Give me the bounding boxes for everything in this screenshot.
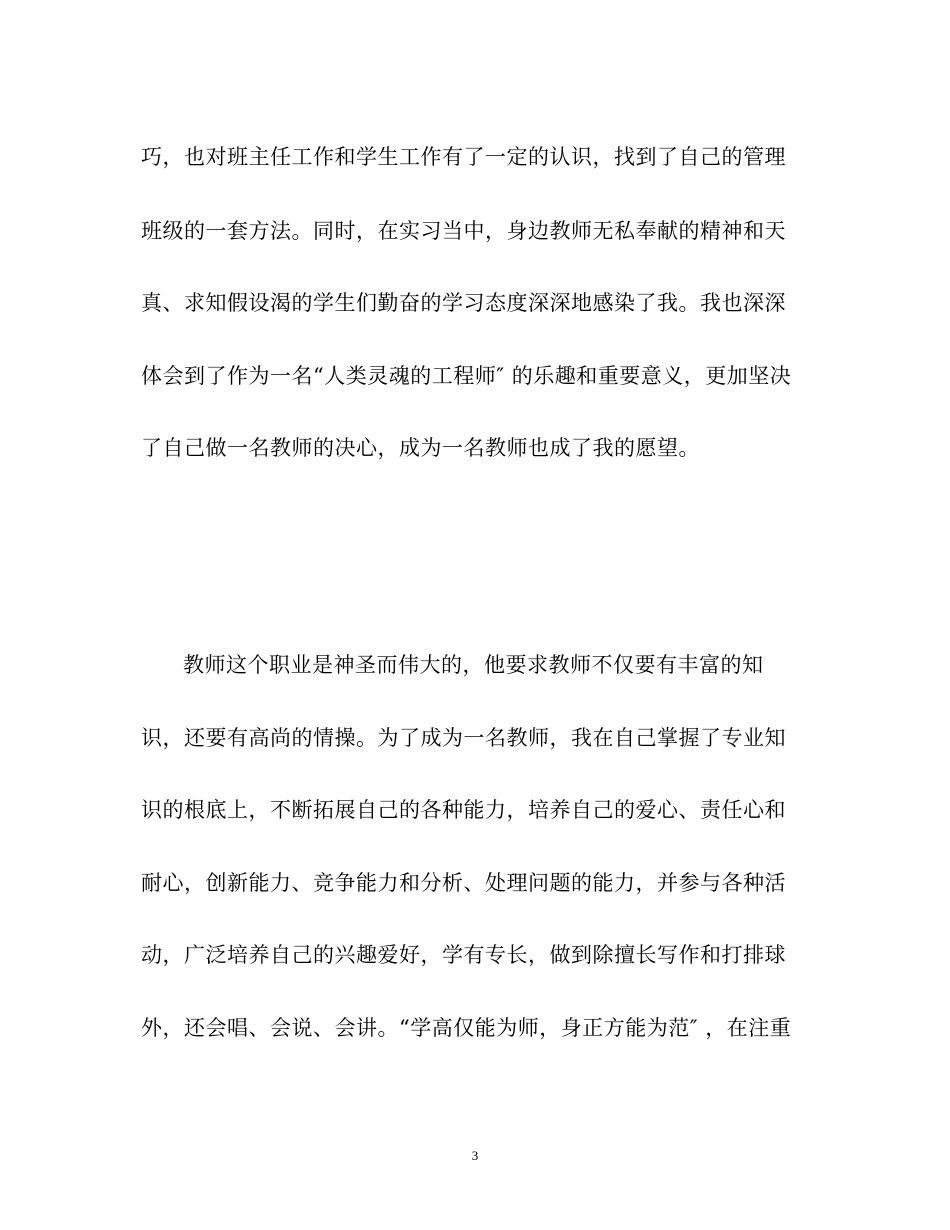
text-line: 体会到了作为一名“人类灵魂的工程师″ 的乐趣和重要意义，更加坚决 <box>141 364 792 388</box>
text-line: 班级的一套方法。同时，在实习当中，身边教师无私奉献的精神和天 <box>141 219 786 243</box>
text-line: 外，还会唱、会说、会讲。“学高仅能为师，身正方能为范″ ，在注重 <box>141 1016 792 1040</box>
text-line: 巧，也对班主任工作和学生工作有了一定的认识，找到了自己的管理 <box>141 145 786 169</box>
text-line: 真、求知假设渴的学生们勤奋的学习态度深深地感染了我。我也深深 <box>141 291 786 315</box>
text-line: 动，广泛培养自己的兴趣爱好，学有专长，做到除擅长写作和打排球 <box>141 943 786 967</box>
text-line: 教师这个职业是神圣而伟大的，他要求教师不仅要有丰富的知 <box>183 653 764 677</box>
text-line: 了自己做一名教师的决心，成为一名教师也成了我的愿望。 <box>141 436 700 460</box>
text-line: 识的根底上，不断拓展自己的各种能力，培养自己的爱心、责任心和 <box>141 798 786 822</box>
text-line: 识，还要有高尚的情操。为了成为一名教师，我在自己掌握了专业知 <box>141 726 786 750</box>
text-line: 耐心，创新能力、竞争能力和分析、处理问题的能力，并参与各种活 <box>141 871 786 895</box>
page-number: 3 <box>471 1148 479 1163</box>
